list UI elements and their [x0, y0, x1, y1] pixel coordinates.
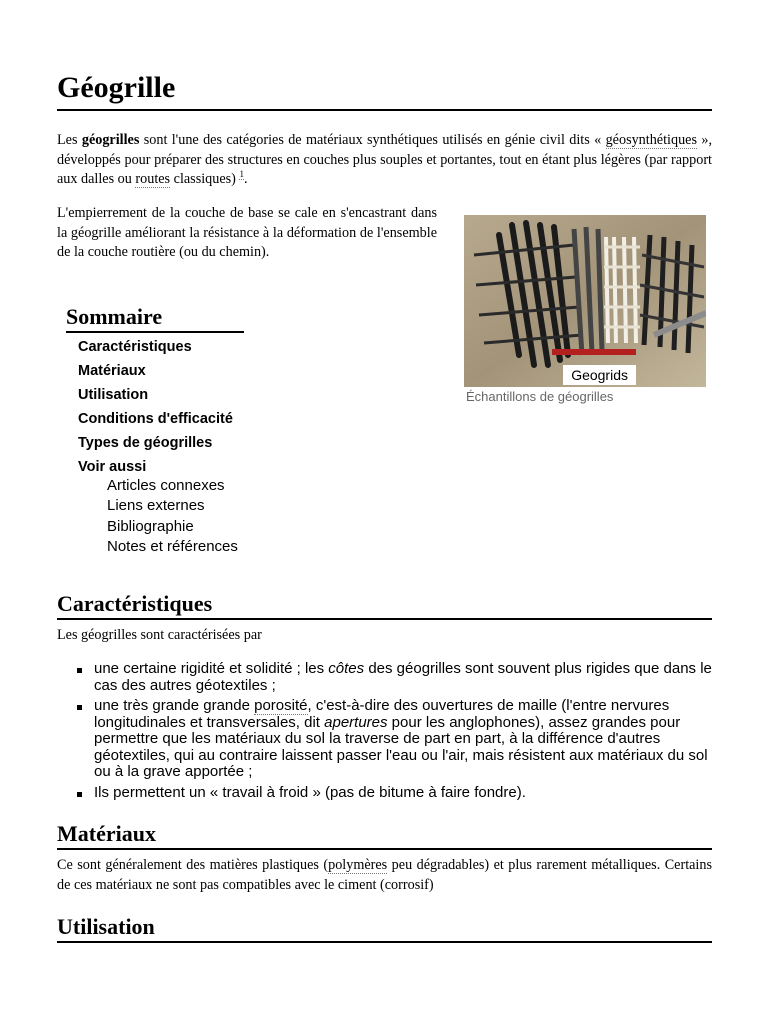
link-polymeres[interactable]: polymères — [328, 857, 388, 873]
toc-list — [66, 335, 266, 557]
toc-subitem-bibliographie[interactable]: Bibliographie — [107, 517, 194, 535]
link-porosite[interactable]: porosité — [254, 697, 308, 714]
link-routes[interactable]: routes — [135, 171, 171, 187]
toc-item-voir-aussi[interactable]: Voir aussi — [78, 459, 147, 475]
geogrid-image — [464, 215, 706, 387]
figure-geogrids — [464, 215, 707, 404]
list-item — [57, 698, 712, 781]
text: Ce sont généralement des matières plastiques ( — [57, 857, 329, 873]
page-title: Géogrille — [57, 68, 712, 111]
table-of-contents — [66, 303, 266, 557]
toc-subitem-articles-connexes[interactable]: Articles connexes — [107, 477, 225, 494]
section-heading-materiaux: Matériaux — [57, 820, 712, 850]
list-item — [57, 661, 712, 694]
text: peu dégradables) et plus rarement métalliques. Certains de ces matériaux ne sont pas compatibles avec le ciment (corrosif) — [57, 857, 712, 893]
toc-subitem-liens-externes[interactable]: Liens externes — [107, 497, 205, 515]
text: , c'est-à-dire des ouvertures de maille (l'entre nervures longitudinales et transversales, dit — [94, 697, 670, 731]
section-heading-utilisation: Utilisation — [57, 913, 712, 943]
caracteristiques-list — [57, 661, 712, 805]
emphasis: apertures — [324, 713, 388, 731]
bold-term: géogrilles — [81, 132, 140, 148]
text: pour les anglophones), assez grandes pour permettre que les matériaux du sol la traverse de part en part, à la différence d'autres géotextiles, qui au contraire laissent passer l'eau ou l'air, mais résistent aux matériaux du sol ou à la grave apportée ; — [94, 713, 708, 780]
link-geosynthetiques[interactable]: géosynthétiques — [605, 132, 697, 148]
text: Les — [57, 132, 82, 148]
text: sont l'une des catégories de matériaux synthétiques utilisés en génie civil dits « — [139, 132, 606, 148]
text: des géogrilles sont souvent plus rigides que dans le cas des autres géotextiles ; — [94, 660, 712, 694]
materiaux-paragraph — [57, 856, 712, 895]
reference-link[interactable]: 1 — [239, 169, 244, 179]
section-heading-caracteristiques: Caractéristiques — [57, 590, 712, 620]
intro-paragraph — [57, 131, 712, 190]
text: classiques) — [170, 171, 240, 187]
toc-item-conditions[interactable]: Conditions d'efficacité — [78, 411, 233, 427]
toc-title: Sommaire — [66, 303, 244, 333]
intro-paragraph-2: L'empierrement de la couche de base se cale en s'encastrant dans la géogrille améliorant la résistance à la déformation de l'ensemble de la couche routière (ou du chemin). — [57, 205, 437, 260]
image-overlay-label: Geogrids — [563, 365, 636, 385]
text: une certaine rigidité et solidité ; les — [94, 660, 329, 677]
list-item: Ils permettent un « travail à froid » (pas de bitume à faire fondre). — [57, 785, 712, 802]
text: », développés pour préparer des structures en couches plus souples et portantes, tout en étant plus légères (par rapport aux dalles ou — [57, 132, 712, 187]
geogrid-photo[interactable] — [464, 215, 706, 387]
toc-item-caracteristiques[interactable]: Caractéristiques — [78, 339, 192, 355]
text: une très grande grande — [94, 697, 255, 714]
caracteristiques-intro: Les géogrilles sont caractérisées par — [57, 627, 262, 643]
emphasis: côtes — [328, 660, 365, 677]
toc-subitem-notes[interactable]: Notes et références — [107, 537, 238, 555]
toc-item-types[interactable]: Types de géogrilles — [78, 435, 213, 451]
text: . — [243, 171, 248, 187]
figure-caption: Échantillons de géogrilles — [466, 389, 614, 404]
toc-item-materiaux[interactable]: Matériaux — [78, 363, 146, 379]
toc-item-utilisation[interactable]: Utilisation — [78, 387, 149, 403]
